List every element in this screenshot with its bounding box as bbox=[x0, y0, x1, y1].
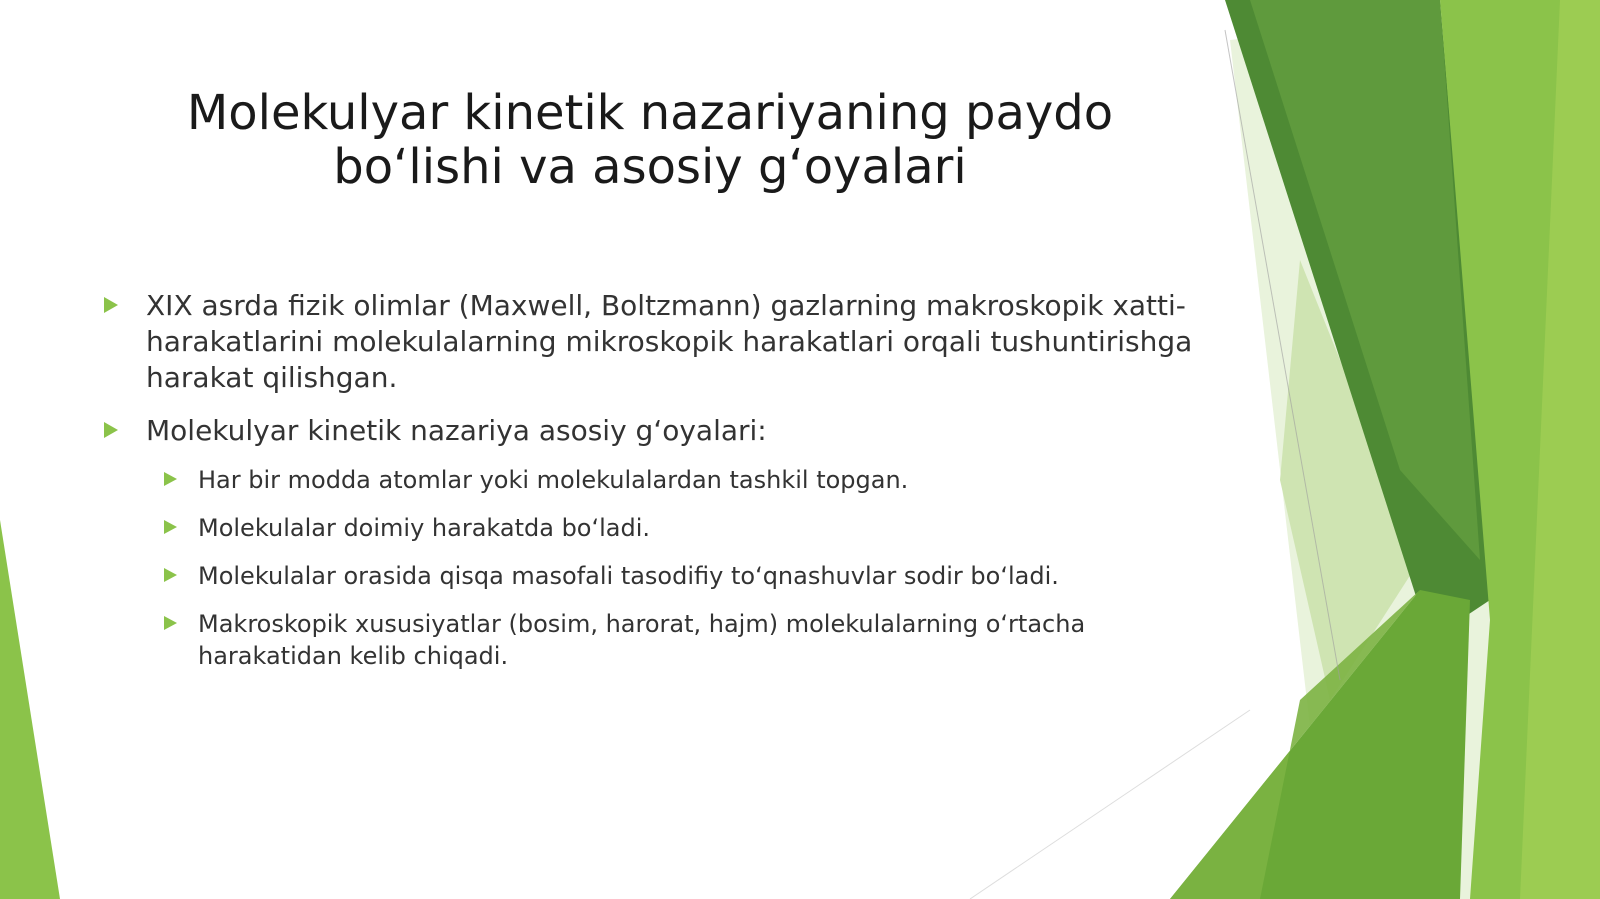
sub-bullet-text: Molekulalar doimiy harakatda bo‘ladi. bbox=[198, 514, 651, 542]
sub-bullet-item bbox=[100, 512, 1200, 544]
sub-bullet-text: Molekulalar orasida qisqa masofali tasodifiy to‘qnashuvlar sodir bo‘ladi. bbox=[198, 562, 1059, 590]
sub-bullet-arrow-icon bbox=[164, 520, 177, 534]
bullet-text: Molekulyar kinetik nazariya asosiy g‘oyalari: bbox=[146, 414, 767, 447]
sub-bullet-item bbox=[100, 464, 1200, 496]
bullet-arrow-icon bbox=[104, 422, 118, 438]
bullet-text: XIX asrda fizik olimlar (Maxwell, Boltzmann) gazlarning makroskopik xatti-harakatlarini molekulalarning mikroskopik harakatlari orqali tushuntirishga harakat qilishgan. bbox=[146, 289, 1193, 394]
sub-bullet-arrow-icon bbox=[164, 568, 177, 582]
bullet-arrow-icon bbox=[104, 297, 118, 313]
sub-bullet-text: Makroskopik xususiyatlar (bosim, harorat, hajm) molekulalarning o‘rtacha harakatidan kelib chiqadi. bbox=[198, 610, 1086, 670]
sub-bullet-item bbox=[100, 608, 1200, 672]
sub-bullet-list bbox=[100, 464, 1200, 672]
bullet-list bbox=[100, 288, 1200, 688]
sub-bullet-arrow-icon bbox=[164, 472, 177, 486]
sub-bullet-item bbox=[100, 560, 1200, 592]
sub-bullet-arrow-icon bbox=[164, 616, 177, 630]
slide-title: Molekulyar kinetik nazariyaning paydo bo‘lishi va asosiy g‘oyalari bbox=[186, 85, 1114, 195]
bullet-item bbox=[100, 413, 1200, 449]
sub-bullet-text: Har bir modda atomlar yoki molekulalardan tashkil topgan. bbox=[198, 466, 909, 494]
left-green-shape bbox=[0, 520, 60, 899]
bullet-item bbox=[100, 288, 1200, 396]
